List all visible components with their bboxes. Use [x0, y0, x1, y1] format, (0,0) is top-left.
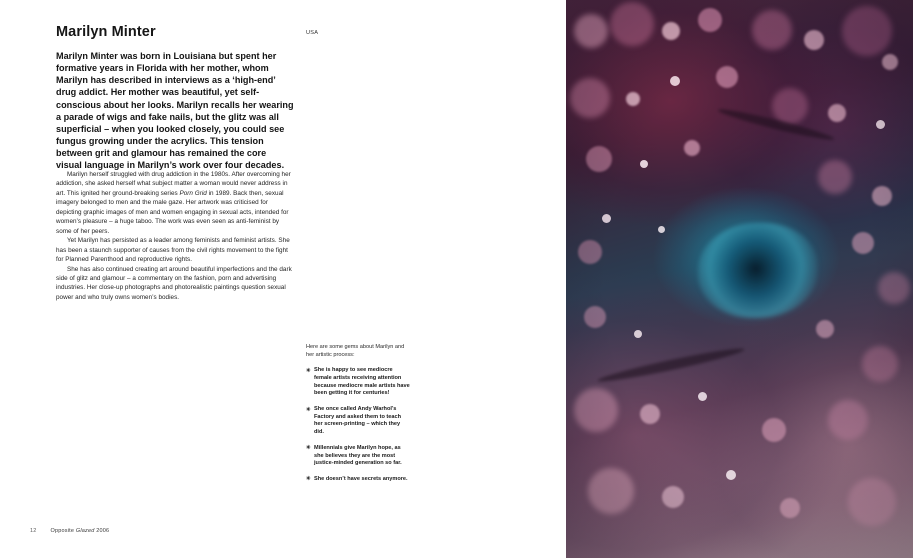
list-item-label: Millennials give Marilyn hope, as she believes they are the most justice-minded generation so far.: [314, 444, 402, 467]
body-paragraph-2: Yet Marilyn has persisted as a leader among feminists and feminist artists. She has been a staunch supporter of causes from the civil rights movement to the fight for Planned Parenthood and reproductive rights.: [56, 237, 290, 264]
list-item-label: She doesn’t have secrets anymore.: [314, 475, 408, 482]
artwork-vignette: [566, 0, 913, 558]
asterisk-bullet-icon: ✳: [306, 445, 311, 452]
page-title: Marilyn Minter: [56, 24, 156, 40]
artwork-page: [566, 0, 913, 558]
lede-paragraph: Marilyn Minter was born in Louisiana but spent her formative years in Florida with her mother, whom Marilyn has described in interviews as a ‘high-end’ drug addict. Her mother was beautiful, yet self-conscious about her looks. Marilyn recalls her wearing a parade of wigs and fake nails, but the glitz was all superficial – when you looked closely, you could see fungus growing under the acrylics. This tension between grit and glamour has remained the core visual language in Marilyn’s work over four decades.: [56, 51, 294, 171]
asterisk-bullet-icon: ✳: [306, 367, 311, 374]
gems-sidebar: [306, 344, 410, 492]
body-paragraph-1: Marilyn herself struggled with drug addiction in the 1980s. After overcoming her addiction, she asked herself what subject matter a woman would never address in art. This ignited her ground-breaking series Porn Grid in 1989. Back then, sexual imagery belonged to men and the male gaze. Her artwork was criticised for depicting graphic images of men and women engaging in sexual acts, intended for women’s pleasure – a huge taboo. The work was even seen as anti-feminist by some of her peers.: [56, 171, 291, 235]
list-item: [306, 445, 410, 468]
list-item: [306, 406, 410, 437]
list-item: [306, 476, 410, 484]
list-item: [306, 367, 410, 398]
gems-list: [306, 367, 410, 483]
caption-title: Glazed: [75, 528, 95, 534]
gems-intro: Here are some gems about Marilyn and her artistic process:: [306, 344, 405, 358]
page-footer: [30, 528, 109, 534]
asterisk-bullet-icon: ✳: [306, 476, 311, 483]
page-number: 12: [30, 528, 37, 534]
body-copy: [56, 170, 294, 302]
body-paragraph-3: She has also continued creating art around beautiful imperfections and the dark side of glitz and glamour – a commentary on the fashion, porn and advertising industries. Her close-up photographs and photorealistic paintings question sexual power and who truly owns women’s bodies.: [56, 265, 292, 301]
list-item-label: She is happy to see mediocre female artists receiving attention because mediocre male artists have been getting it for centuries!: [314, 367, 410, 397]
asterisk-bullet-icon: ✳: [306, 406, 311, 413]
series-title: Porn Grid: [179, 189, 207, 197]
list-item-label: She once called Andy Warhol’s Factory and asked them to teach her screen-printing – which they did.: [314, 406, 402, 436]
caption-year: 2006: [96, 528, 110, 534]
country-label: USA: [306, 30, 319, 36]
caption-label: Opposite: [50, 528, 75, 534]
